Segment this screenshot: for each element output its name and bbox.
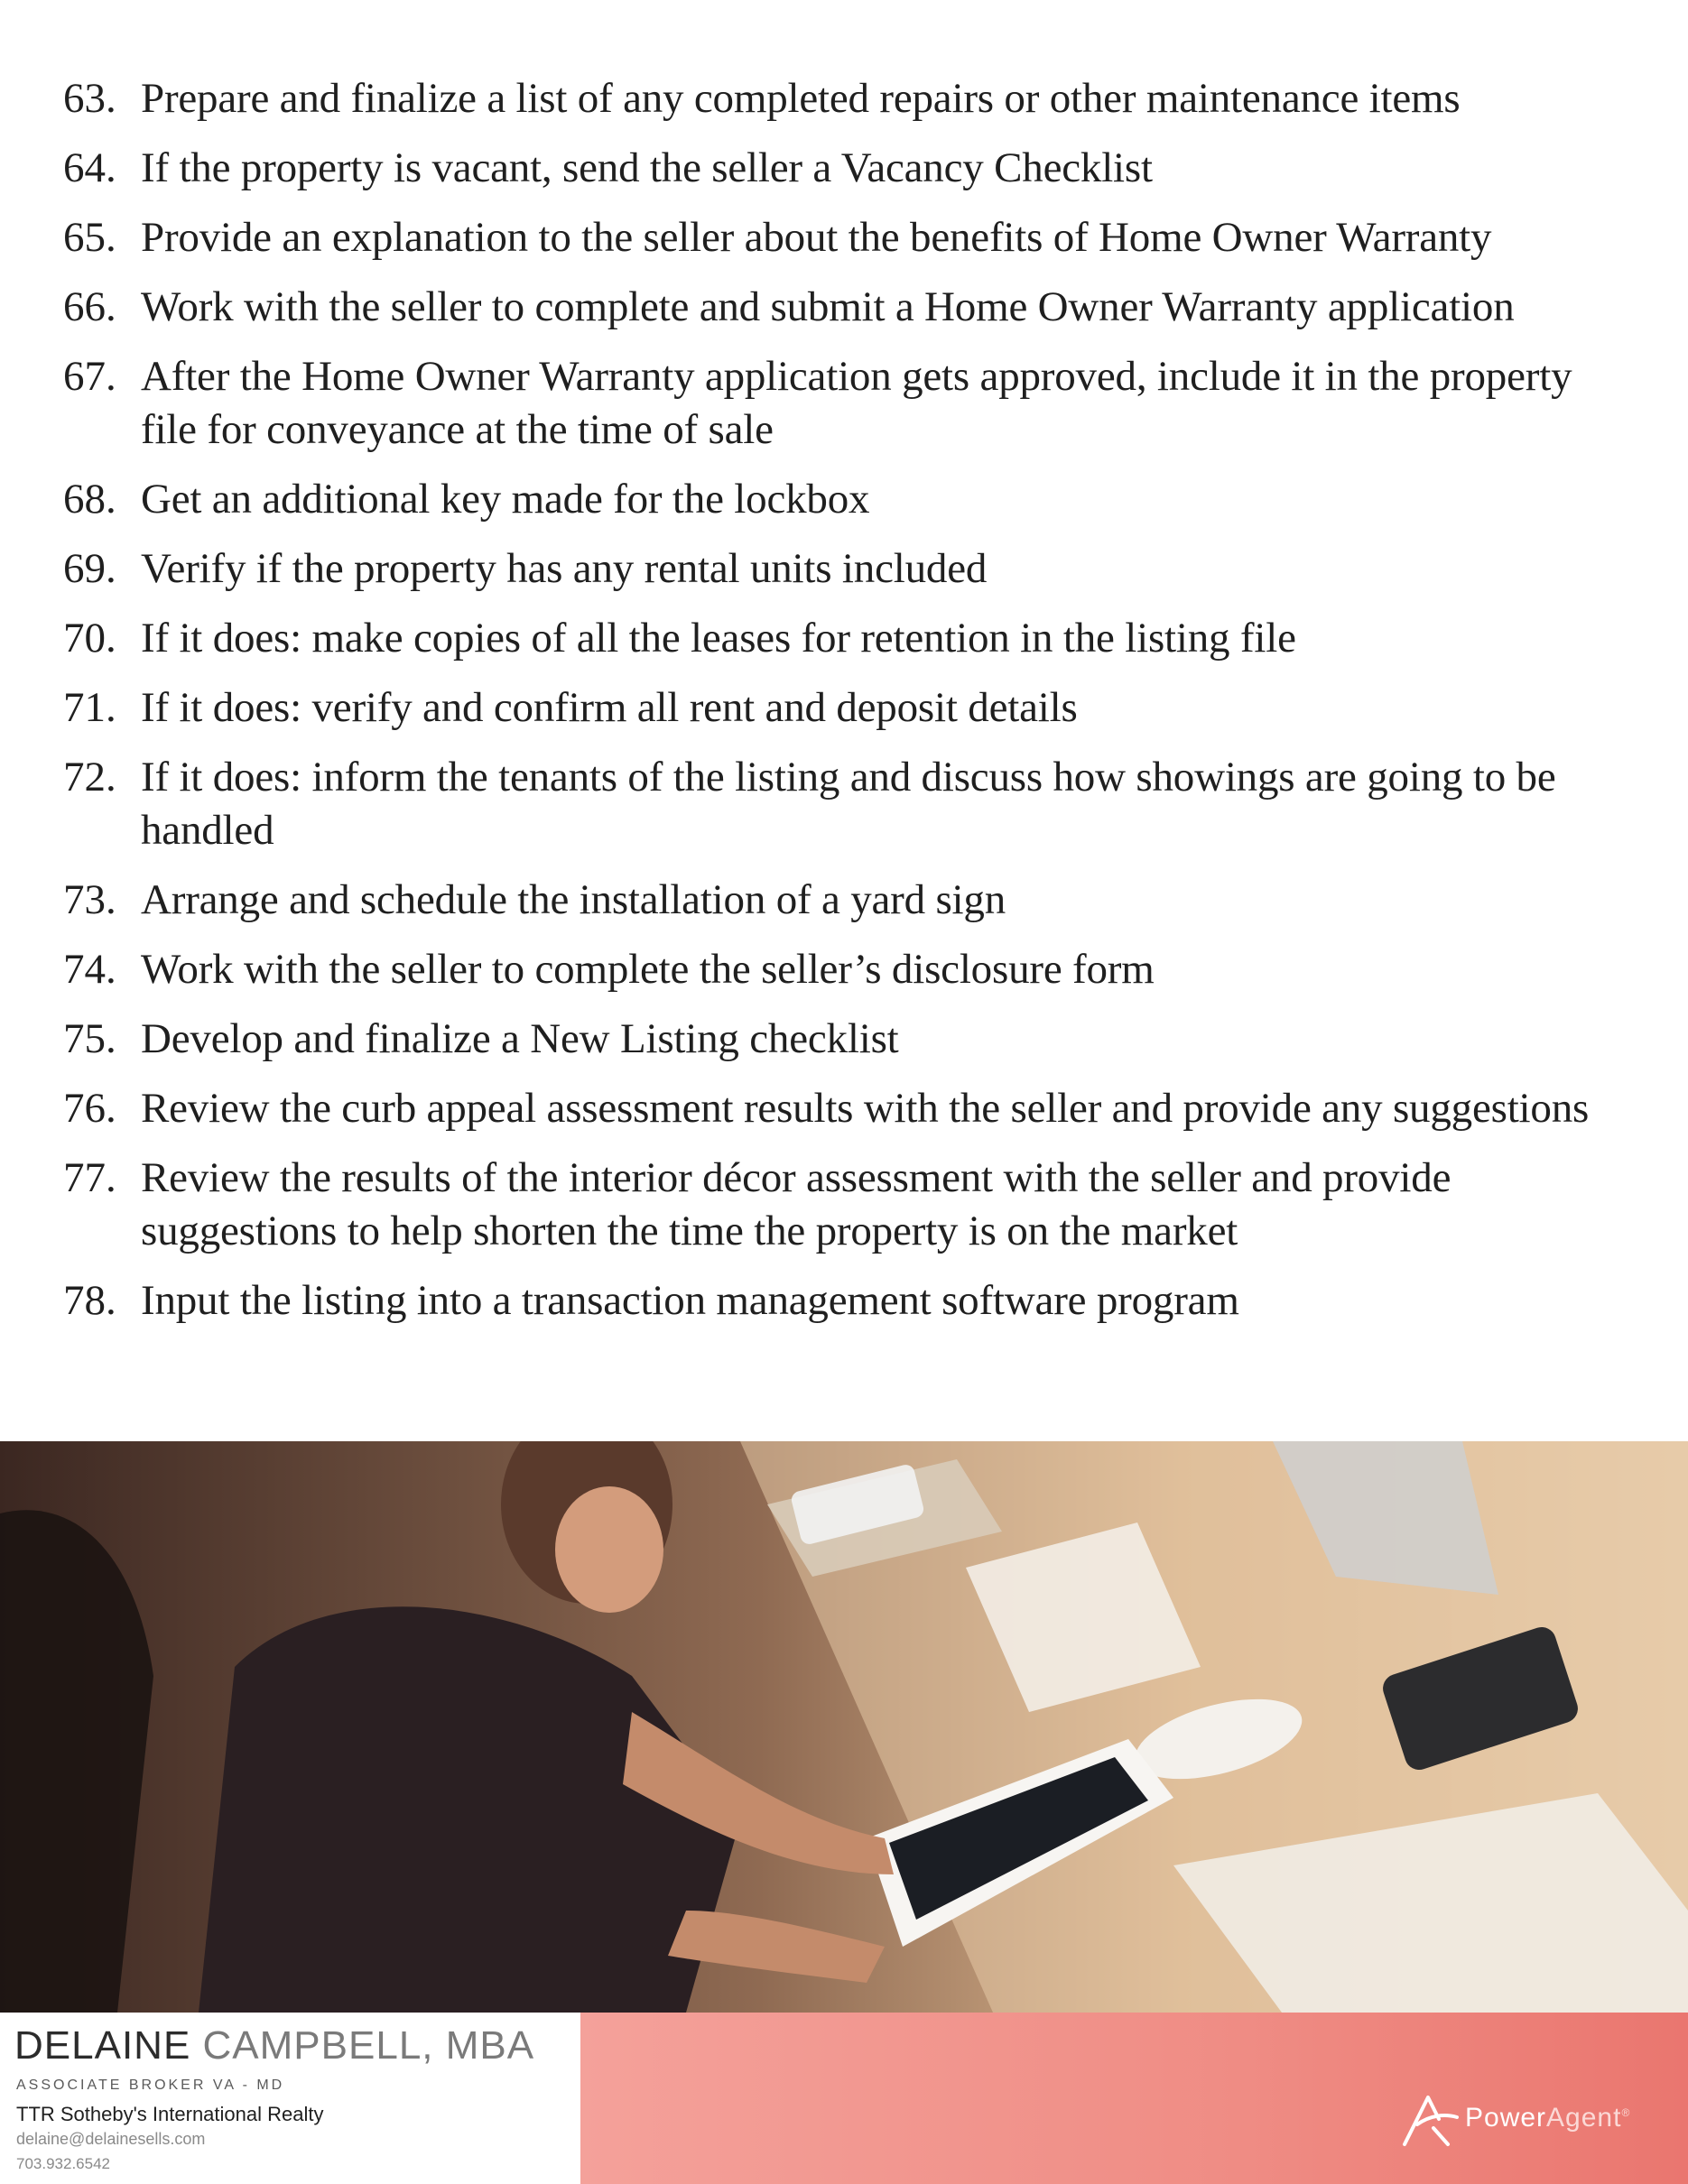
checklist-item: [63, 72, 1616, 125]
checklist-item-text: Input the listing into a transaction management software program: [141, 1277, 1239, 1324]
agent-phone[interactable]: 703.932.6542: [16, 2155, 110, 2172]
brand-word-agent: Agent: [1546, 2103, 1622, 2133]
hero-photo: [0, 1441, 1688, 2013]
brand-wordmark: [1465, 2103, 1630, 2133]
checklist-item-number: 77.: [63, 1154, 116, 1201]
checklist-item-text: Verify if the property has any rental units included: [141, 545, 988, 592]
checklist-item-number: 76.: [63, 1085, 116, 1132]
checklist-item: [63, 350, 1616, 457]
checklist-item-number: 65.: [63, 214, 116, 261]
checklist-item-number: 74.: [63, 946, 116, 993]
office-scene-illustration: [0, 1441, 1688, 2013]
checklist-item: [63, 542, 1616, 596]
agent-first-name: DELAINE: [14, 2023, 191, 2068]
checklist-item-text: If the property is vacant, send the seller a Vacancy Checklist: [141, 144, 1153, 191]
checklist-item: [63, 1082, 1616, 1135]
checklist-item-number: 69.: [63, 545, 116, 592]
checklist-item-text: Work with the seller to complete the seller’s disclosure form: [141, 946, 1155, 993]
checklist-item-text: Review the curb appeal assessment results with the seller and provide any suggestions: [141, 1085, 1590, 1132]
checklist-item-text: Prepare and finalize a list of any completed repairs or other maintenance items: [141, 75, 1461, 122]
checklist-item-number: 64.: [63, 144, 116, 191]
checklist-item: [63, 1152, 1616, 1258]
checklist-item-text: If it does: make copies of all the leases for retention in the listing file: [141, 615, 1296, 662]
agent-contact-card: [0, 2013, 580, 2184]
power-agent-logo-icon: [1397, 2092, 1461, 2148]
checklist-item: [63, 1274, 1616, 1328]
checklist-item: [63, 1013, 1616, 1066]
checklist-item-text: After the Home Owner Warranty application gets approved, include it in the property file for conveyance at the time of sale: [141, 353, 1572, 453]
checklist-item-text: Review the results of the interior décor assessment with the seller and provide suggestions to help shorten the time the property is on the market: [141, 1154, 1451, 1254]
checklist-item-number: 66.: [63, 283, 116, 330]
agent-company: TTR Sotheby's International Realty: [16, 2103, 324, 2125]
checklist-item: [63, 211, 1616, 264]
checklist-item: [63, 142, 1616, 195]
checklist: [63, 72, 1616, 1344]
checklist-item-text: If it does: inform the tenants of the listing and discuss how showings are going to be handled: [141, 754, 1556, 854]
checklist-item-text: Provide an explanation to the seller about the benefits of Home Owner Warranty: [141, 214, 1492, 261]
brand-banner: [580, 2013, 1688, 2184]
checklist-item-number: 72.: [63, 754, 116, 800]
checklist-item-text: If it does: verify and confirm all rent and deposit details: [141, 684, 1078, 731]
checklist-item-text: Arrange and schedule the installation of a yard sign: [141, 876, 1006, 923]
agent-email[interactable]: delaine@delainesells.com: [16, 2130, 206, 2148]
checklist-item-number: 70.: [63, 615, 116, 662]
checklist-item-text: Develop and finalize a New Listing checklist: [141, 1015, 899, 1062]
agent-title: ASSOCIATE BROKER VA - MD: [16, 2078, 285, 2093]
checklist-item: [63, 281, 1616, 334]
checklist-item: [63, 874, 1616, 927]
checklist-item-number: 78.: [63, 1277, 116, 1324]
checklist-item-number: 71.: [63, 684, 116, 731]
checklist-item-text: Work with the seller to complete and submit a Home Owner Warranty application: [141, 283, 1515, 330]
checklist-item: [63, 751, 1616, 857]
checklist-item: [63, 612, 1616, 665]
checklist-item-number: 73.: [63, 876, 116, 923]
checklist-item: [63, 681, 1616, 735]
agent-last-name: CAMPBELL, MBA: [202, 2023, 535, 2068]
checklist-item: [63, 473, 1616, 526]
checklist-item-number: 68.: [63, 476, 116, 523]
checklist-item-number: 63.: [63, 75, 116, 122]
checklist-item: [63, 943, 1616, 996]
checklist-item-text: Get an additional key made for the lockbox: [141, 476, 870, 523]
checklist-item-number: 75.: [63, 1015, 116, 1062]
agent-name: [14, 2023, 534, 2068]
checklist-item-number: 67.: [63, 353, 116, 400]
brand-trademark: ®: [1621, 2106, 1631, 2119]
brand-word-power: Power: [1465, 2103, 1547, 2133]
